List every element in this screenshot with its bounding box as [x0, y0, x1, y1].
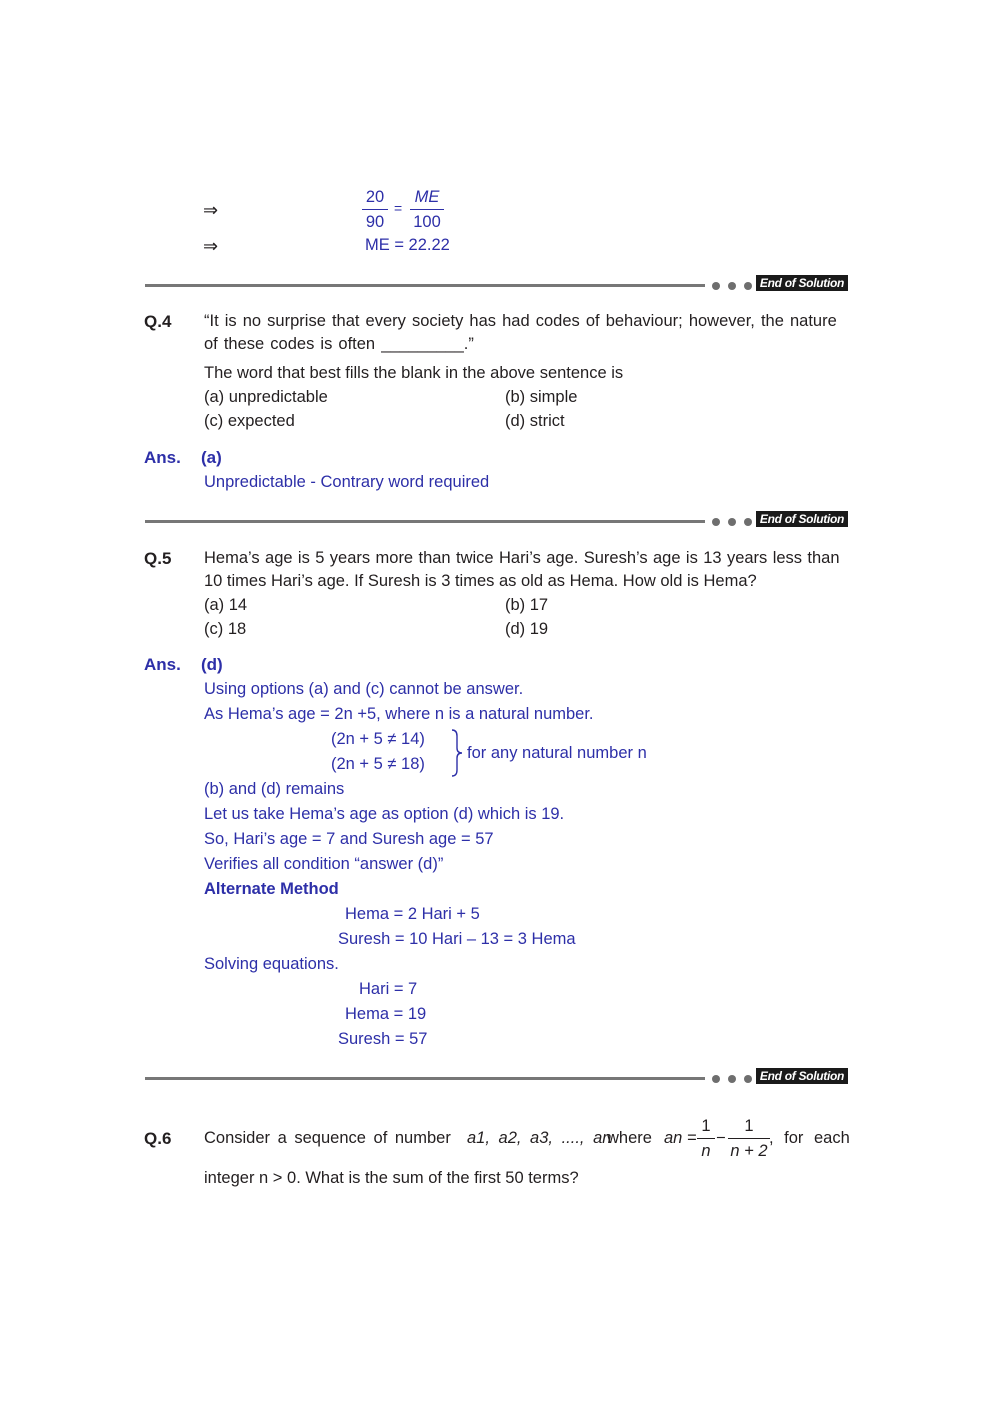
question-text-line: Hema’s age is 5 years more than twice Hari’s age. Suresh’s age is 13 years less than [204, 549, 840, 567]
fraction-20-over-90 [362, 187, 388, 233]
fraction-numerator: 20 [362, 187, 388, 210]
fraction-denominator: 90 [365, 213, 385, 231]
divider-line [145, 1077, 705, 1080]
answer-explanation: Unpredictable - Contrary word required [204, 473, 490, 491]
result-line: Suresh = 57 [338, 1030, 428, 1048]
divider-dot [744, 1075, 752, 1083]
solution-line: Solving equations. [204, 955, 339, 973]
result-me: ME = 22.22 [365, 236, 450, 254]
divider-dot [712, 282, 720, 290]
divider-dot [712, 518, 720, 526]
solution-line: As Hema’s age = 2n +5, where n is a natural number. [204, 705, 594, 723]
fraction-numerator: 1 [697, 1116, 715, 1139]
question-text-line: The word that best fills the blank in the above sentence is [204, 364, 624, 382]
equation-line: Suresh = 10 Hari – 13 = 3 Hema [338, 930, 576, 948]
option-a: (a) 14 [204, 596, 248, 614]
equation-line: Hema = 2 Hari + 5 [345, 905, 480, 923]
answer-label: Ans. [144, 448, 181, 467]
option-d: (d) 19 [505, 620, 549, 638]
question-number: Q.6 [144, 1129, 172, 1148]
divider-line [145, 284, 705, 287]
answer-value: (d) [201, 655, 223, 674]
option-d: (d) strict [505, 412, 565, 430]
divider-dot [712, 1075, 720, 1083]
option-c: (c) 18 [204, 620, 247, 638]
question-text: , for each [769, 1129, 850, 1147]
divider-dot [728, 282, 736, 290]
end-of-solution-tag: End of Solution [756, 1068, 848, 1084]
curly-brace-icon [450, 729, 464, 777]
question-text-line: 10 times Hari’s age. If Suresh is 3 times as old as Hema. How old is Hema? [204, 572, 757, 590]
minus-sign: − [716, 1129, 726, 1147]
solution-line: Let us take Hema’s age as option (d) which is 19. [204, 805, 565, 823]
question-number: Q.5 [144, 549, 172, 568]
end-of-solution-tag: End of Solution [756, 511, 848, 527]
fraction-1-over-n-plus-2 [728, 1116, 770, 1162]
option-c: (c) expected [204, 412, 295, 430]
solution-line: Using options (a) and (c) cannot be answer. [204, 680, 524, 698]
implies-arrow-1: ⇒ [203, 200, 219, 220]
end-of-solution-divider [145, 510, 850, 532]
divider-dot [728, 1075, 736, 1083]
implies-arrow-2: ⇒ [203, 236, 219, 256]
solution-line: Verifies all condition “answer (d)” [204, 855, 444, 873]
alternate-method-heading: Alternate Method [204, 880, 339, 898]
question-text-line: of these codes is often _________.” [204, 335, 474, 353]
fraction-denominator: n + 2 [730, 1142, 768, 1160]
result-line: Hema = 19 [345, 1005, 427, 1023]
option-a: (a) unpredictable [204, 388, 328, 406]
end-of-solution-divider [145, 1067, 850, 1089]
question-text-line: integer n > 0. What is the sum of the first 50 terms? [204, 1169, 579, 1187]
condition-line: (2n + 5 ≠ 14) [331, 730, 425, 748]
equals-sign: = [394, 200, 403, 216]
question-text: where [607, 1129, 652, 1147]
answer-value: (a) [201, 448, 222, 467]
question-number: Q.4 [144, 312, 172, 331]
condition-line: (2n + 5 ≠ 18) [331, 755, 425, 773]
sequence-terms: a1, a2, a3, ...., an [467, 1129, 612, 1147]
brace-annotation: for any natural number n [467, 744, 647, 762]
question-text-line: “It is no surprise that every society has had codes of behaviour; however, the nature [204, 312, 837, 330]
fraction-numerator: 1 [728, 1116, 770, 1139]
question-text: Consider a sequence of number [204, 1129, 451, 1147]
option-b: (b) 17 [505, 596, 549, 614]
end-of-solution-divider [145, 274, 850, 296]
fraction-1-over-n [697, 1116, 715, 1162]
result-line: Hari = 7 [359, 980, 418, 998]
solution-line: (b) and (d) remains [204, 780, 345, 798]
solution-line: So, Hari’s age = 7 and Suresh age = 57 [204, 830, 494, 848]
fraction-denominator: 100 [413, 213, 441, 231]
fraction-me-over-100 [410, 187, 444, 233]
divider-dot [744, 518, 752, 526]
option-b: (b) simple [505, 388, 578, 406]
divider-dot [744, 282, 752, 290]
general-term-lhs: an = [664, 1129, 697, 1147]
divider-line [145, 520, 705, 523]
fraction-numerator: ME [410, 187, 444, 210]
divider-dot [728, 518, 736, 526]
answer-label: Ans. [144, 655, 181, 674]
fraction-denominator: n [701, 1142, 711, 1160]
end-of-solution-tag: End of Solution [756, 275, 848, 291]
